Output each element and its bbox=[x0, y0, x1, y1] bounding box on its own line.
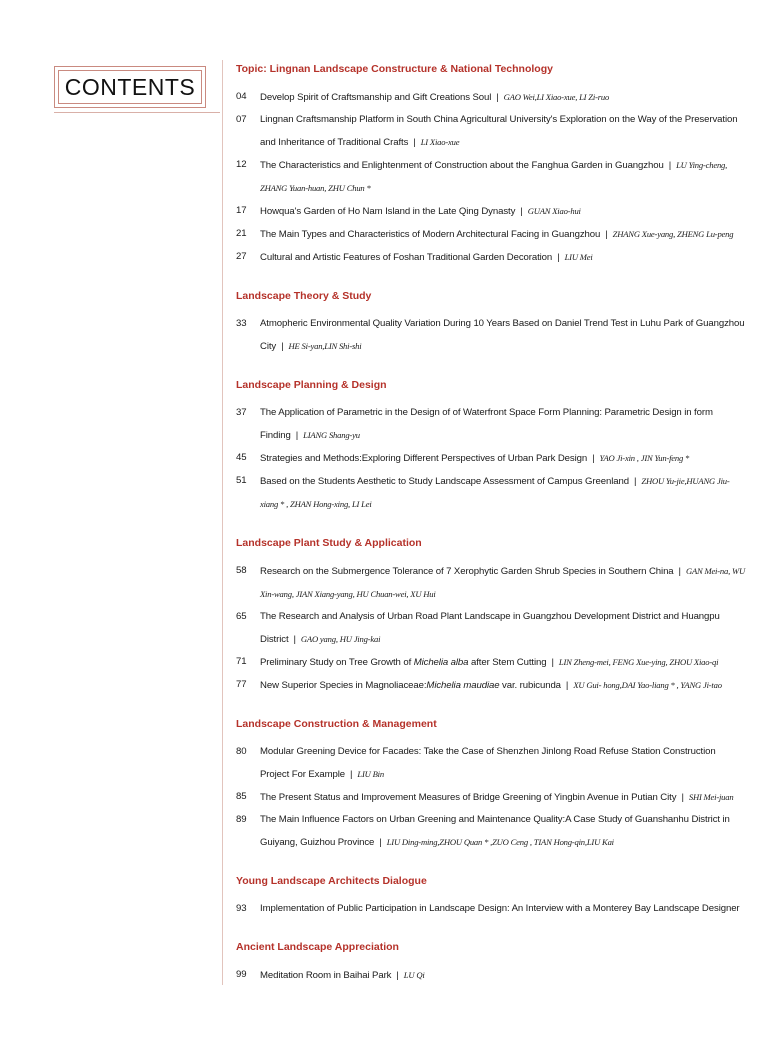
section-title: Landscape Construction & Management bbox=[236, 718, 437, 730]
section-title: Landscape Theory & Study bbox=[236, 290, 372, 302]
entry-body bbox=[260, 786, 746, 809]
toc-section bbox=[236, 715, 746, 854]
page-number: 58 bbox=[236, 565, 247, 576]
column-divider bbox=[222, 60, 223, 985]
contents-heading-box bbox=[54, 66, 206, 108]
authors: HE Si-yan,LIN Shi-shi bbox=[288, 341, 362, 351]
toc-entry[interactable] bbox=[236, 154, 746, 200]
toc-section bbox=[236, 534, 746, 697]
article-title: The Present Status and Improvement Measures of Bridge Greening of Yingbin Avenue in Putian City bbox=[260, 792, 677, 803]
page-number: 33 bbox=[236, 318, 247, 329]
authors: LU Ying-cheng, ZHANG Yuan-huan, ZHU Chun * bbox=[260, 160, 728, 193]
authors: ZHANG Xue-yang, ZHENG Lu-peng bbox=[612, 229, 734, 239]
separator-bar: | bbox=[681, 792, 684, 803]
article-title: Implementation of Public Participation in Landscape Design: An Interview with a Monterey Bay Landscape Designer bbox=[260, 903, 740, 914]
entry-body bbox=[260, 86, 746, 109]
separator-bar: | bbox=[592, 453, 595, 464]
article-title-part: Preliminary Study on Tree Growth of bbox=[260, 657, 414, 668]
article-title-part: var. rubicunda bbox=[499, 680, 561, 691]
authors: ZHOU Yu-jie,HUANG Jiu-xiang * , ZHAN Hong-xing, LI Lei bbox=[260, 476, 730, 509]
article-title: Cultural and Artistic Features of Foshan Traditional Garden Decoration bbox=[260, 252, 553, 263]
article-title: Atmopheric Environmental Quality Variation During 10 Years Based on Daniel Trend Test in Luhu Park of Guangzhou City bbox=[260, 318, 745, 352]
toc-entry[interactable] bbox=[236, 606, 746, 651]
toc-entry[interactable] bbox=[236, 109, 746, 154]
entry-body bbox=[260, 200, 746, 223]
page-number: 04 bbox=[236, 91, 247, 102]
entry-body bbox=[260, 246, 746, 269]
page-number: 51 bbox=[236, 475, 247, 486]
page-number: 93 bbox=[236, 903, 247, 914]
separator-bar: | bbox=[350, 769, 353, 780]
page-number: 45 bbox=[236, 452, 247, 463]
page-number: 07 bbox=[236, 114, 247, 125]
separator-bar: | bbox=[396, 970, 399, 981]
page-number: 99 bbox=[236, 969, 247, 980]
section-title: Ancient Landscape Appreciation bbox=[236, 941, 399, 953]
species-name: Michelia maudiae bbox=[426, 680, 500, 691]
page-number: 71 bbox=[236, 656, 247, 667]
article-title: The Main Types and Characteristics of Modern Architectural Facing in Guangzhou bbox=[260, 229, 601, 240]
toc-entry[interactable] bbox=[236, 898, 746, 920]
article-title: The Characteristics and Enlightenment of Construction about the Fanghua Garden in Guangzhou bbox=[260, 160, 664, 171]
toc-entry[interactable] bbox=[236, 741, 746, 786]
entry-body bbox=[260, 402, 746, 447]
toc-entry[interactable] bbox=[236, 809, 746, 854]
entry-body bbox=[260, 809, 746, 854]
authors: GUAN Xiao-hui bbox=[527, 206, 581, 216]
separator-bar: | bbox=[281, 341, 284, 352]
authors: LIANG Shang-yu bbox=[303, 430, 360, 440]
separator-bar: | bbox=[520, 206, 523, 217]
article-title: Based on the Students Aesthetic to Study Landscape Assessment of Campus Greenland bbox=[260, 476, 629, 487]
heading-underline bbox=[54, 112, 220, 113]
separator-bar: | bbox=[633, 476, 637, 487]
authors: SHI Mei-juan bbox=[688, 792, 734, 802]
entry-body bbox=[260, 964, 746, 987]
toc-entry[interactable] bbox=[236, 560, 746, 606]
article-title: Howqua's Garden of Ho Nam Island in the Late Qing Dynasty bbox=[260, 206, 516, 217]
article-title: The Main Influence Factors on Urban Greening and Maintenance Quality:A Case Study of Guanshanhu District in Guiyang, Guizhou Province bbox=[260, 814, 730, 848]
toc-section bbox=[236, 60, 746, 269]
article-title-part: after Stem Cutting bbox=[468, 657, 547, 668]
toc-section bbox=[236, 872, 746, 920]
article-title: The Application of Parametric in the Design of of Waterfront Space Form Planning: Parametric Design in form Finding bbox=[260, 407, 713, 441]
toc-section bbox=[236, 376, 746, 516]
entry-body bbox=[260, 313, 746, 358]
toc-entry[interactable] bbox=[236, 86, 746, 109]
page-number: 65 bbox=[236, 611, 247, 622]
article-title: Modular Greening Device for Facades: Take the Case of Shenzhen Jinlong Road Refuse Station Construction Project For Example bbox=[260, 746, 716, 780]
toc-entry[interactable] bbox=[236, 313, 746, 358]
toc-entry[interactable] bbox=[236, 246, 746, 269]
page-number: 27 bbox=[236, 251, 247, 262]
section-title: Young Landscape Architects Dialogue bbox=[236, 875, 427, 887]
entry-body bbox=[260, 154, 746, 200]
toc-entry[interactable] bbox=[236, 447, 746, 470]
entry-body bbox=[260, 674, 746, 697]
entry-body bbox=[260, 470, 746, 516]
article-title: Develop Spirit of Craftsmanship and Gift Creations Soul bbox=[260, 92, 492, 103]
page-number: 85 bbox=[236, 791, 247, 802]
entry-body bbox=[260, 651, 746, 674]
section-title: Landscape Plant Study & Application bbox=[236, 537, 422, 549]
entry-body bbox=[260, 109, 746, 154]
toc-entry[interactable] bbox=[236, 786, 746, 809]
page-number: 77 bbox=[236, 679, 247, 690]
toc-entry[interactable] bbox=[236, 402, 746, 447]
authors: GAN Mei-na, WU Xin-wang, JIAN Xiang-yang, HU Chuan-wei, XU Hui bbox=[260, 566, 745, 599]
page-number: 80 bbox=[236, 746, 247, 757]
page-number: 21 bbox=[236, 228, 247, 239]
article-title: Meditation Room in Baihai Park bbox=[260, 970, 392, 981]
authors: LIU Bin bbox=[357, 769, 384, 779]
section-title: Landscape Planning & Design bbox=[236, 379, 387, 391]
entry-body bbox=[260, 606, 746, 651]
page-number: 12 bbox=[236, 159, 247, 170]
toc-entry[interactable] bbox=[236, 964, 746, 987]
authors: LI Xiao-xue bbox=[420, 137, 460, 147]
section-title: Topic: Lingnan Landscape Constructure & National Technology bbox=[236, 63, 553, 75]
entry-body bbox=[260, 898, 746, 920]
authors: LIN Zheng-mei, FENG Xue-ying, ZHOU Xiao-qi bbox=[558, 657, 719, 667]
authors: LU Qi bbox=[403, 970, 425, 980]
separator-bar: | bbox=[557, 252, 560, 263]
separator-bar: | bbox=[295, 430, 299, 441]
separator-bar: | bbox=[496, 92, 499, 103]
species-name: Michelia alba bbox=[413, 657, 469, 668]
entry-body bbox=[260, 223, 746, 246]
authors: LIU Mei bbox=[564, 252, 593, 262]
separator-bar: | bbox=[668, 160, 672, 171]
page-number: 37 bbox=[236, 407, 247, 418]
article-title: Lingnan Craftsmanship Platform in South China Agricultural University's Exploration on the Way of the Preservation and Inheritance of Traditional Crafts bbox=[260, 114, 738, 148]
page-number: 17 bbox=[236, 205, 247, 216]
article-title-part: New Superior Species in Magnoliaceae: bbox=[260, 680, 427, 691]
contents-heading: CONTENTS bbox=[58, 70, 202, 104]
article-title: Strategies and Methods:Exploring Different Perspectives of Urban Park Design bbox=[260, 453, 588, 464]
table-of-contents bbox=[236, 60, 746, 1005]
separator-bar: | bbox=[293, 634, 296, 645]
separator-bar: | bbox=[678, 566, 681, 577]
toc-entry[interactable] bbox=[236, 223, 746, 246]
toc-entry[interactable] bbox=[236, 651, 746, 674]
toc-section bbox=[236, 287, 746, 358]
page-number: 89 bbox=[236, 814, 247, 825]
separator-bar: | bbox=[379, 837, 382, 848]
entry-body bbox=[260, 447, 746, 470]
authors: XU Gui- hong,DAI Yao-liang * , YANG Ji-tao bbox=[573, 680, 722, 690]
separator-bar: | bbox=[413, 137, 416, 148]
authors: GAO Wei,LI Xiao-xue, LI Zi-ruo bbox=[503, 92, 610, 102]
separator-bar: | bbox=[605, 229, 608, 240]
separator-bar: | bbox=[565, 680, 569, 691]
article-title: The Research and Analysis of Urban Road Plant Landscape in Guangzhou Development District and Huangpu District bbox=[260, 611, 720, 645]
toc-section bbox=[236, 938, 746, 987]
toc-entry[interactable] bbox=[236, 674, 746, 697]
separator-bar: | bbox=[551, 657, 554, 668]
article-title: Research on the Submergence Tolerance of 7 Xerophytic Garden Shrub Species in Southern China bbox=[260, 566, 674, 577]
authors: GAO yang, HU Jing-kai bbox=[300, 634, 381, 644]
toc-entry[interactable] bbox=[236, 200, 746, 223]
entry-body bbox=[260, 741, 746, 786]
toc-entry[interactable] bbox=[236, 470, 746, 516]
authors: LIU Ding-ming,ZHOU Quan * ,ZUO Ceng , TIAN Hong-qin,LIU Kai bbox=[386, 837, 614, 847]
authors: YAO Ji-xin , JIN Yun-feng * bbox=[599, 453, 690, 463]
entry-body bbox=[260, 560, 746, 606]
